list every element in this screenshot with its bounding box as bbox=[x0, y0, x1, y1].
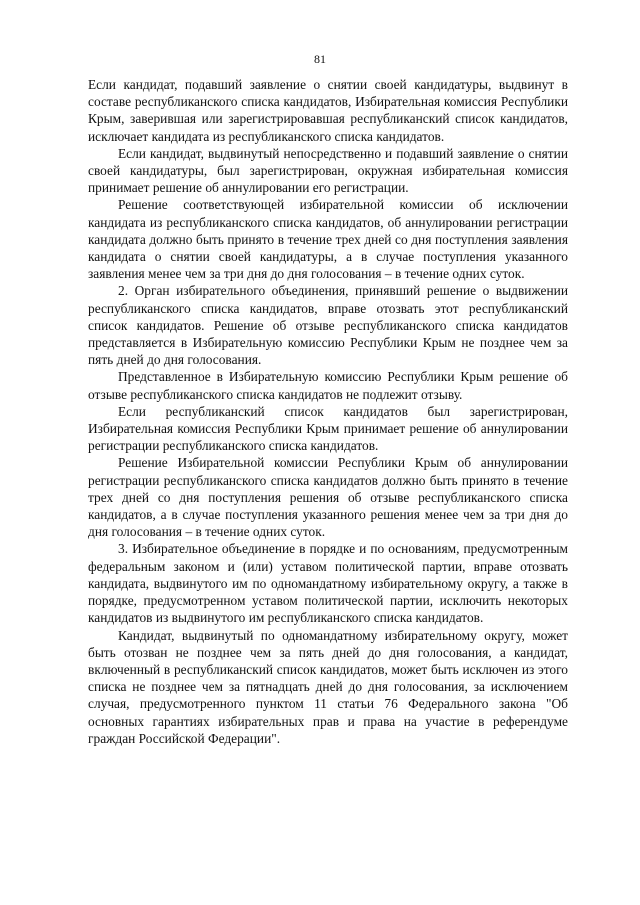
page-number: 81 bbox=[314, 52, 326, 66]
paragraph-3: Решение соответствующей избирательной комиссии об исключении кандидата из республиканского списка кандидатов, об аннулировании регистрации кандидата должно быть принято в течение трех дней со дня поступления заявления кандидата о снятии своей кандидатуры, а в случае поступления указанного заявления менее чем за три дня до дня голосования – в течение одних суток. bbox=[88, 197, 568, 282]
paragraph-5: Представленное в Избирательную комиссию Республики Крым решение об отзыве республиканского списка кандидатов не подлежит отзыву. bbox=[88, 369, 568, 402]
paragraph-9: Кандидат, выдвинутый по одномандатному избирательному округу, может быть отозван не позднее чем за пять дней до дня голосования, а кандидат, включенный в республиканский список кандидатов, может быть исключен из этого списка не позднее чем за пятнадцать дней до дня голосования, за исключением случая, предусмотренного пунктом 11 статьи 76 Федерального закона "Об основных гарантиях избирательных прав и права на участие в референдуме граждан Российской Федерации". bbox=[88, 627, 568, 746]
paragraph-2: Если кандидат, выдвинутый непосредственно и подавший заявление о снятии своей кандидатуры, был зарегистрирован, окружная избирательная комиссия принимает решение об аннулировании его регистрации. bbox=[88, 145, 568, 196]
paragraph-8-clause-3: 3. Избирательное объединение в порядке и по основаниям, предусмотренным федеральным законом и (или) уставом политической партии, вправе отозвать кандидата, выдвинутого им по одномандатному избирательному округу, а также в порядке, предусмотренном уставом политической партии, исключить некоторых кандидатов из выдвинутого им республиканского списка кандидатов. bbox=[88, 541, 568, 626]
paragraph-1: Если кандидат, подавший заявление о снятии своей кандидатуры, выдвинут в составе республиканского списка кандидатов, Избирательная комиссия Республики Крым, заверившая или зарегистрировавшая республиканский список кандидатов, исключает кандидата из республиканского списка кандидатов. bbox=[88, 77, 568, 144]
paragraph-7: Решение Избирательной комиссии Республики Крым об аннулировании регистрации республиканского списка кандидатов должно быть принято в течение трех дней со дня поступления решения об отзыве республиканского списка кандидатов, а в случае поступления указанного решения менее чем за три дня до дня голосования – в течение одних суток. bbox=[88, 455, 568, 540]
paragraph-4-clause-2: 2. Орган избирательного объединения, принявший решение о выдвижении республиканского списка кандидатов, вправе отозвать этот республиканский список кандидатов. Решение об отзыве республиканского списка кандидатов представляется в Избирательную комиссию Республики Крым не позднее чем за пять дней до дня голосования. bbox=[88, 283, 568, 368]
paragraph-6: Если республиканский список кандидатов был зарегистрирован, Избирательная комиссия Республики Крым принимает решение об аннулировании регистрации республиканского списка кандидатов. bbox=[88, 403, 568, 454]
document-body bbox=[88, 76, 568, 747]
